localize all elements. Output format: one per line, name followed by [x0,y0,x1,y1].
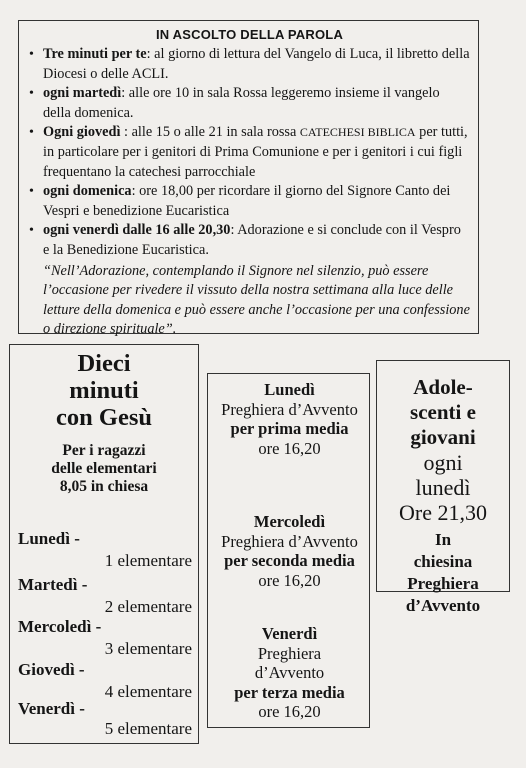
dieci-title: Dieci minuti con Gesù [56,350,152,431]
list-item: • ogni venerdì dalle 16 alle 20,30: Adorazione e si conclude con il Vespro e la Benedizione Eucaristica. [29,221,470,260]
day-label: Martedì - [18,575,88,594]
in-ascolto-box [18,20,479,338]
list-item: • Tre minuti per te: al giorno di lettura del Vangelo di Luca, il libretto della Diocesi o delle ACLI. [29,45,470,84]
grade-label: 1 elementare [104,551,192,570]
schedule-list [29,45,470,261]
day-label: Lunedì - [18,529,80,548]
grade-label: 4 elementare [104,682,192,701]
day-label: Giovedì - [18,660,85,679]
ado-location: In chiesina Preghiera d’Avvento [405,530,481,615]
day-label: Venerdì - [18,699,85,718]
list-item: • ogni domenica: ore 18,00 per ricordare il giorno del Signore Canto dei Vespri e benedizione Eucaristica [29,182,470,221]
adoration-quote: “Nell’Adorazione, contemplando il Signore nel silenzio, può essere l’occasione per rivedere il vissuto della nostra settimana alla luce delle letture della domenica e può essere anche l’occasione per una confessione o direzione spirituale”. [43,262,470,338]
ado-schedule: ogni lunedì Ore 21,30 [399,450,487,525]
dieci-minuti-box [9,344,199,744]
dieci-subtitle: Per i ragazzi delle elementari 8,05 in chiesa [51,442,157,495]
list-item: • Ogni giovedì : alle 15 o alle 21 in sala rossa CATECHESI BIBLICA per tutti, in particolare per i genitori di Prima Comunione e per i genitori i cui figli frequentano la catechesi parrocchiale [29,123,470,182]
grade-label: 5 elementare [104,719,192,738]
medie-entry-2: Mercoledì Preghiera d’Avvento per seconda media ore 16,20 [221,512,358,590]
grade-label: 2 elementare [104,597,192,616]
adolescenti-box [376,360,510,615]
section-title: IN ASCOLTO DELLA PAROLA [155,27,344,42]
medie-entry-1: Lunedì Preghiera d’Avvento per prima media ore 16,20 [221,380,358,458]
list-item: • ogni martedì: alle ore 10 in sala Rossa leggeremo insieme il vangelo della domenica. [29,84,470,123]
day-label: Mercoledì - [18,617,102,636]
grade-label: 3 elementare [104,639,192,658]
ado-title: Adole- scenti e giovani [410,375,476,449]
medie-box [207,373,370,728]
medie-entry-3: Venerdì Preghiera d’Avvento per terza media ore 16,20 [234,624,345,721]
